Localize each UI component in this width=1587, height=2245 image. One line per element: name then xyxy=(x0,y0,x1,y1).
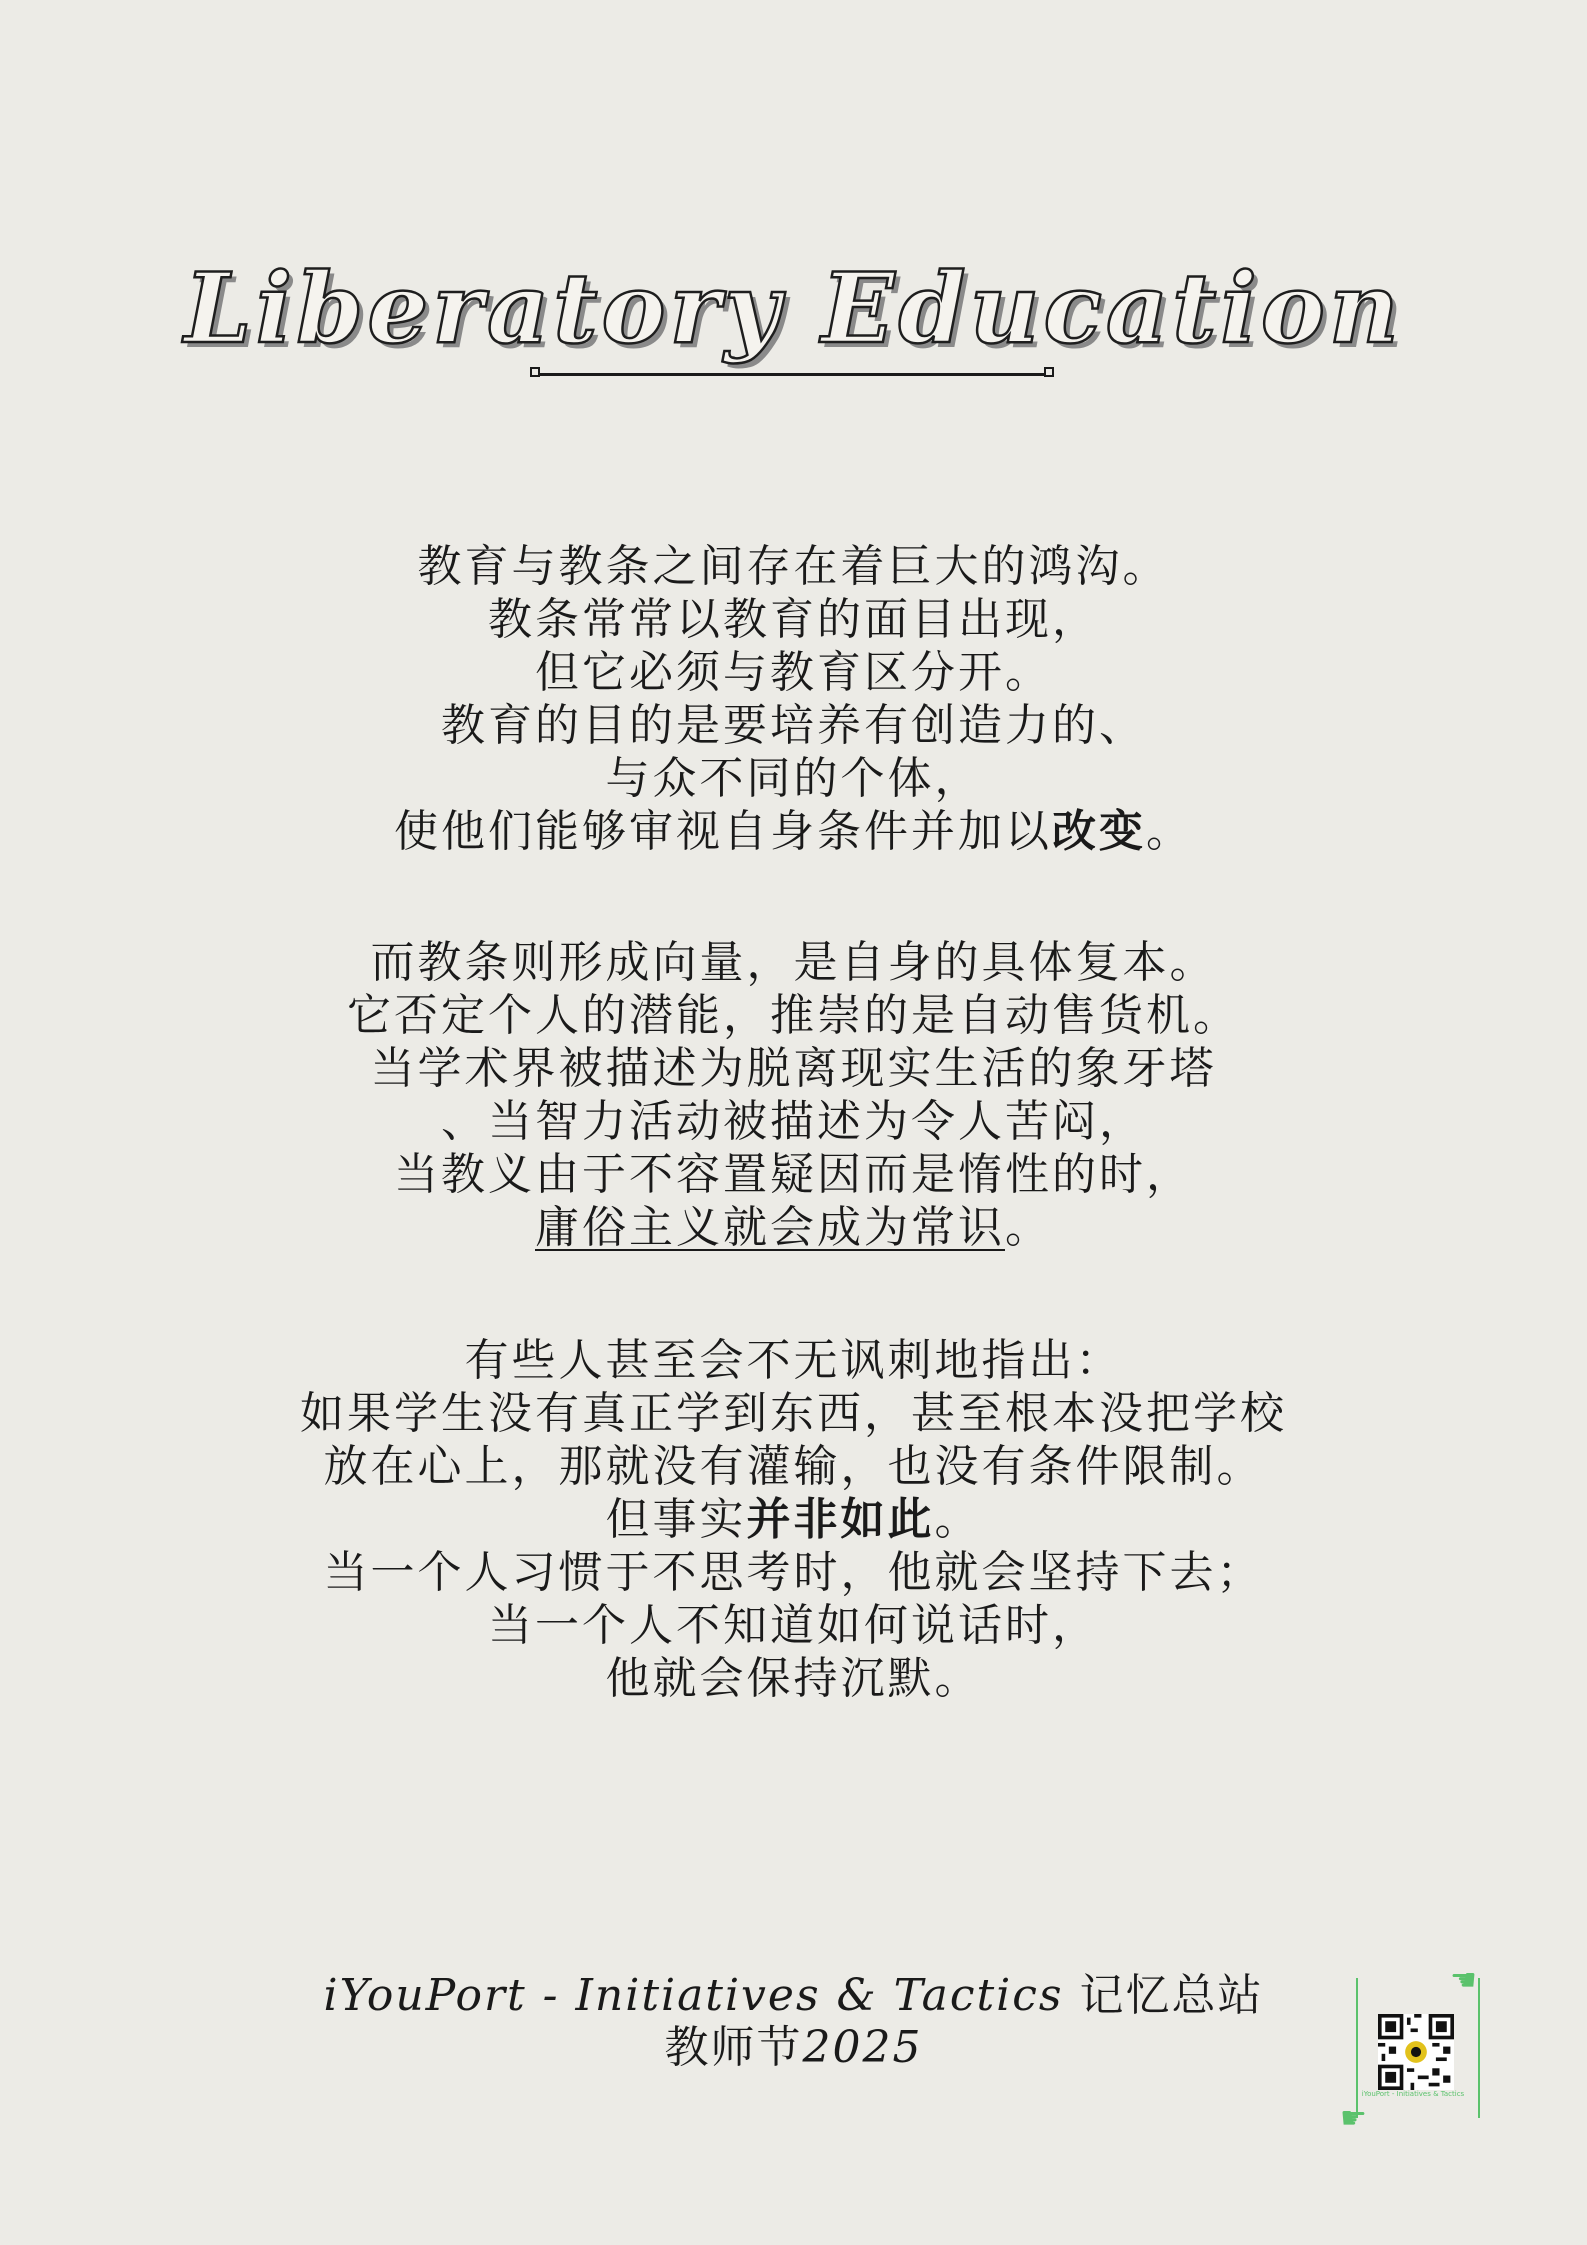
text-line xyxy=(100,1652,1487,1705)
text-segment: 、当智力活动被描述为令人苦闷， xyxy=(441,1096,1146,1147)
text-segment: 教育的目的是要培养有创造力的、 xyxy=(441,700,1146,751)
text-segment: 使他们能够审视自身条件并加以 xyxy=(394,806,1052,857)
text-segment: 他就会保持沉默。 xyxy=(605,1653,982,1704)
text-line xyxy=(100,1095,1487,1148)
text-segment: 当一个人习惯于不思考时，他就会坚持下去； xyxy=(323,1547,1264,1598)
paragraph-3 xyxy=(100,1334,1487,1705)
emphasis-text: 并非如此 xyxy=(746,1494,935,1545)
text-line xyxy=(100,1493,1487,1546)
title-divider xyxy=(530,366,1054,382)
text-segment: 但事实 xyxy=(605,1494,747,1545)
footer-year: 2025 xyxy=(802,2022,923,2073)
text-segment: 它否定个人的潜能，推崇的是自动售货机。 xyxy=(347,990,1240,1041)
text-segment: 教条常常以教育的面目出现， xyxy=(488,594,1099,645)
text-segment: 有些人甚至会不无讽刺地指出： xyxy=(464,1335,1123,1386)
text-segment: 教育与教条之间存在着巨大的鸿沟。 xyxy=(417,541,1170,592)
footer-occasion-cn: 教师节 xyxy=(664,2022,803,2073)
text-line xyxy=(100,752,1487,805)
text-segment: 当一个人不知道如何说话时， xyxy=(488,1600,1099,1651)
paragraph-1 xyxy=(100,540,1487,858)
text-line xyxy=(100,989,1487,1042)
text-segment: 。 xyxy=(1146,806,1193,857)
footer-org-name: iYouPort - Initiatives & Tactics xyxy=(323,1970,1064,2021)
text-segment: 与众不同的个体， xyxy=(605,753,982,804)
emphasis-text: 改变 xyxy=(1052,806,1146,857)
paragraph-2 xyxy=(100,936,1487,1254)
text-line xyxy=(100,646,1487,699)
text-segment: 而教条则形成向量，是自身的具体复本。 xyxy=(370,937,1217,988)
text-segment: 但它必须与教育区分开。 xyxy=(535,647,1052,698)
text-segment: 放在心上，那就没有灌输，也没有条件限制。 xyxy=(323,1441,1264,1492)
qr-code-icon xyxy=(1378,2014,1454,2090)
underlined-text: 庸俗主义就会成为常识 xyxy=(535,1202,1005,1253)
footer-org-cn: 记忆总站 xyxy=(1063,1970,1264,2021)
qr-caption: iYouPort - Initiatives & Tactics xyxy=(1361,2090,1465,2098)
text-line xyxy=(100,1387,1487,1440)
text-segment: 如果学生没有真正学到东西，甚至根本没把学校 xyxy=(300,1388,1287,1439)
text-line xyxy=(100,699,1487,752)
text-segment: 。 xyxy=(1005,1202,1052,1253)
text-line xyxy=(100,1334,1487,1387)
text-line xyxy=(100,1599,1487,1652)
text-line xyxy=(100,593,1487,646)
pointing-hand-icon: ☛ xyxy=(1340,2101,1367,2136)
pointing-hand-icon: ☚ xyxy=(1450,1963,1477,1998)
page-title: Liberatory Education xyxy=(184,252,1403,366)
text-line xyxy=(100,1042,1487,1095)
text-line xyxy=(100,540,1487,593)
text-line xyxy=(100,936,1487,989)
text-segment: 当教义由于不容置疑因而是惰性的时， xyxy=(394,1149,1193,1200)
text-segment: 当学术界被描述为脱离现实生活的象牙塔 xyxy=(370,1043,1217,1094)
text-segment: 。 xyxy=(934,1494,982,1545)
text-line xyxy=(100,1148,1487,1201)
text-line xyxy=(100,1201,1487,1254)
qr-code-block[interactable] xyxy=(1338,1960,1518,2150)
text-line xyxy=(100,1440,1487,1493)
text-line xyxy=(100,1546,1487,1599)
text-line xyxy=(100,805,1487,858)
